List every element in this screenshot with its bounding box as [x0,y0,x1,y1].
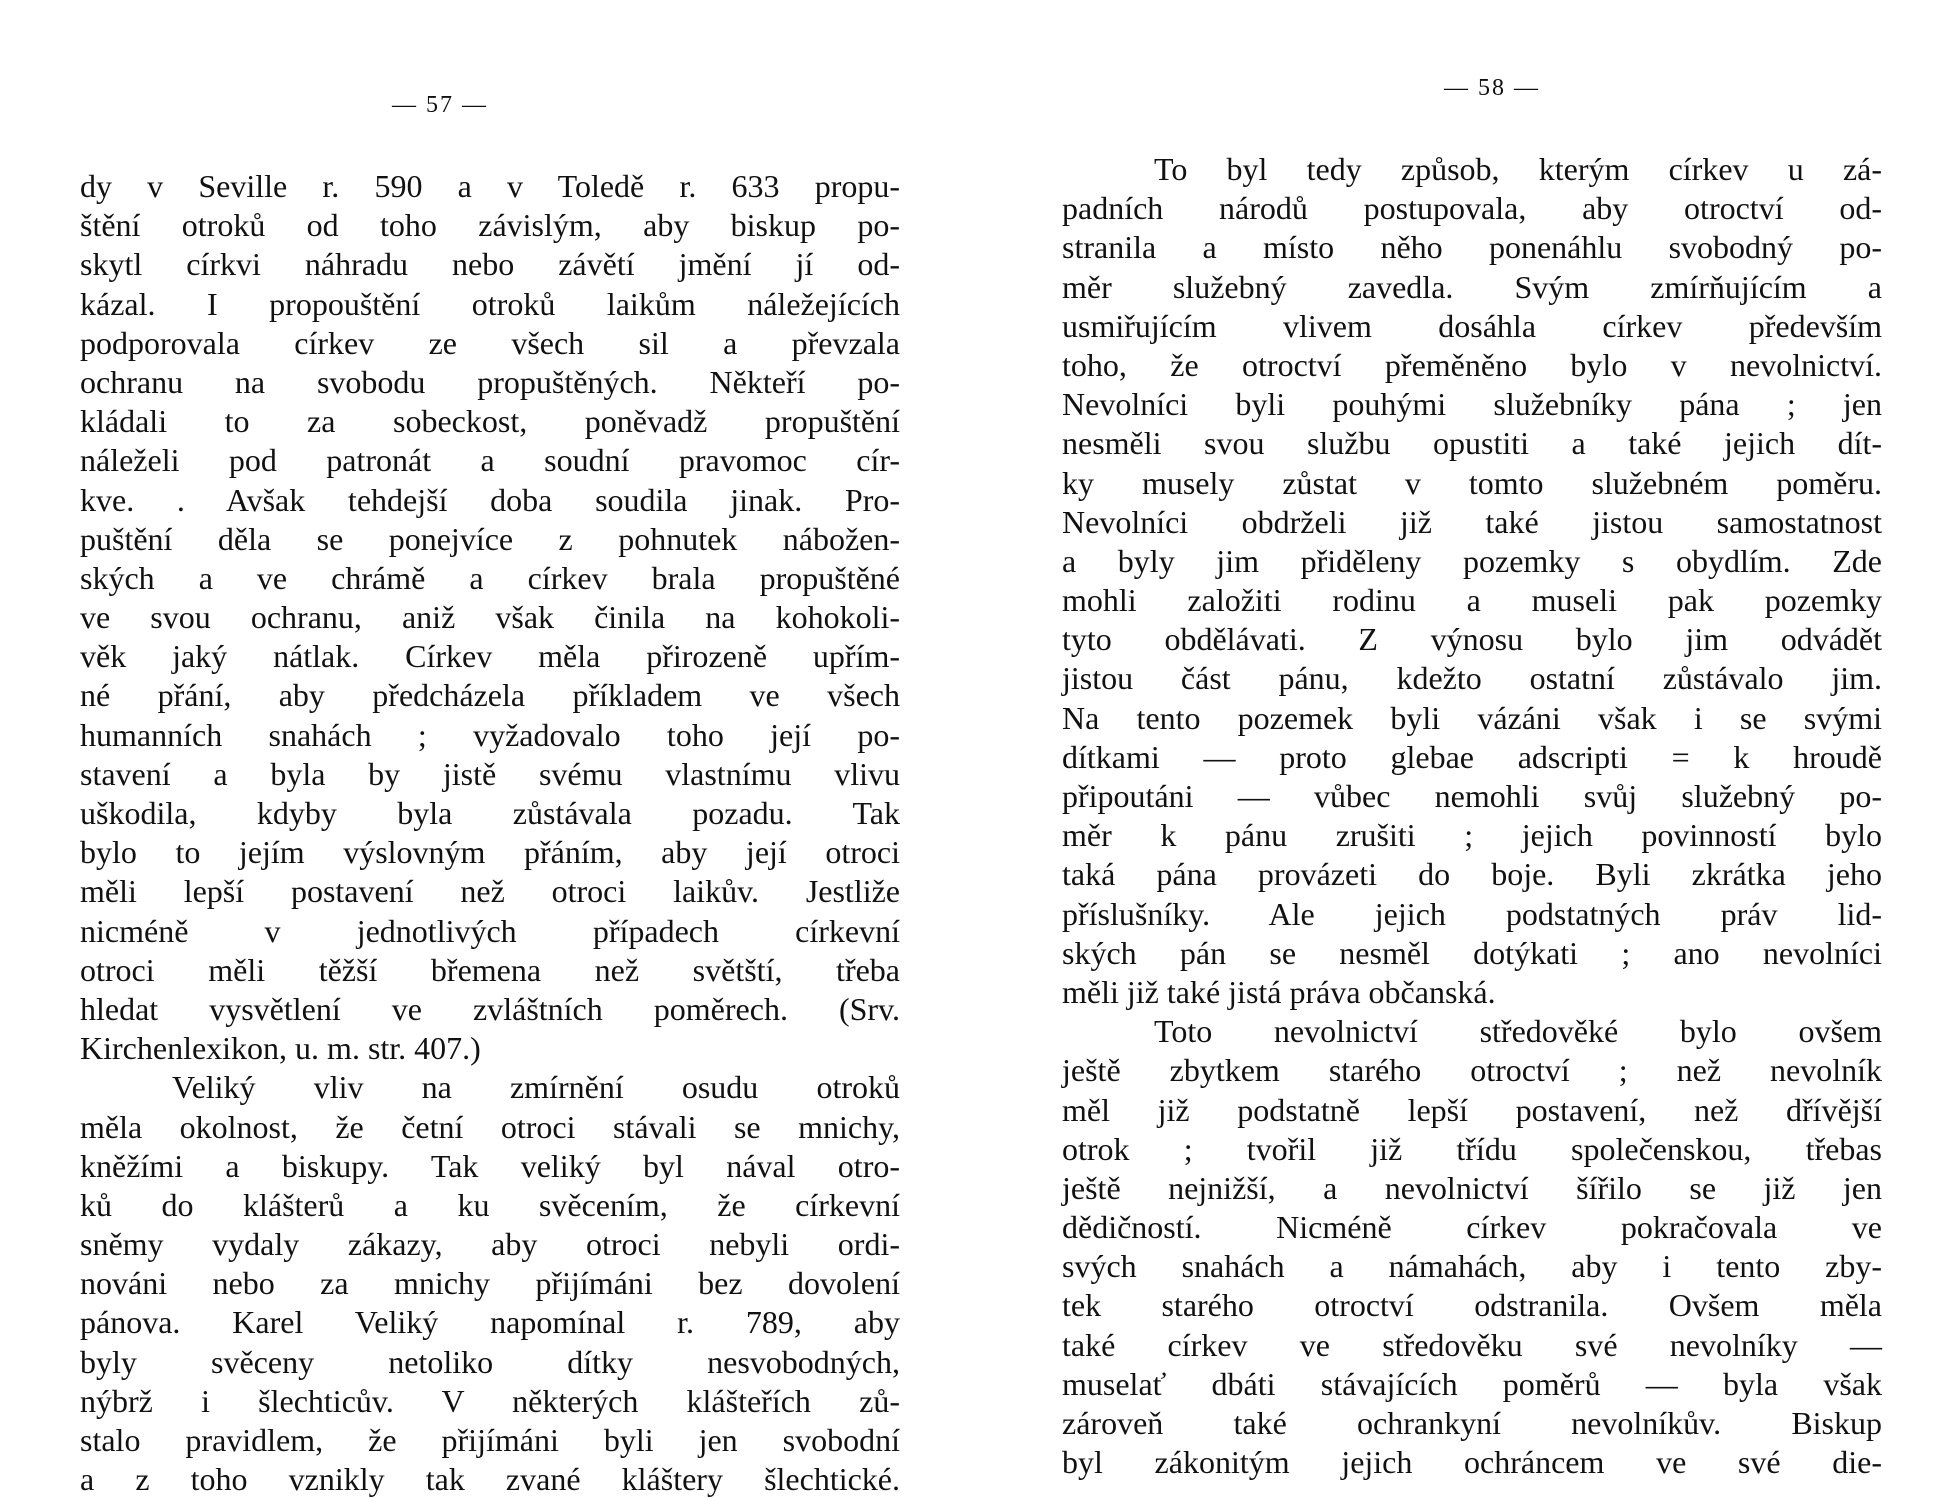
text-line: jistou část pánu, kdežto ostatní zůstávalo jim. [1062,660,1882,697]
page-number: — 58 — [1444,75,1540,101]
text-line: měli lepší postavení než otroci laikův. Jestliže [80,873,900,910]
text-line: dy v Seville r. 590 a v Toledě r. 633 propu- [80,168,900,204]
text-line: kládali to za sobeckost, poněvadž propuštění [80,403,900,440]
text-line: ještě zbytkem starého otroctví ; než nevolník [1062,1052,1882,1089]
text-line: dítkami — proto glebae adscripti = k hroudě [1062,738,1882,775]
text-line: Kirchenlexikon, u. m. str. 407.) [80,1030,481,1067]
page-text [80,167,900,1499]
text-line: toho, že otroctví přeměněno bylo v nevolnictví. [1062,346,1882,383]
text-line: tyto obdělávati. Z výnosu bylo jim odvádět [1062,621,1882,658]
text-line: tek starého otroctví odstranila. Ovšem měla [1062,1287,1882,1324]
text-line: Nevolníci obdrželi již také jistou samostatnost [1062,503,1882,540]
text-line: mohli založiti rodinu a museli pak pozemky [1062,582,1882,619]
text-line: bylo to jejím výslovným přáním, aby její otroci [80,834,900,871]
text-line: stavení a byla by jistě svému vlastnímu vlivu [80,755,900,792]
text-line: měli již také jistá práva občanská. [1062,973,1496,1010]
text-line: pánova. Karel Veliký napomínal r. 789, aby [80,1304,900,1341]
text-line: ochranu na svobodu propuštěných. Někteří po- [80,363,900,400]
text-line: příslušníky. Ale jejich podstatných práv lid- [1062,895,1882,932]
text-line: taká pána provázeti do boje. Byli zkrátka jeho [1062,856,1882,893]
text-line: měr služebný zavedla. Svým zmírňujícím a [1062,268,1882,305]
text-line: otrok ; tvořil již třídu společenskou, třebas [1062,1130,1882,1167]
text-line: náleželi pod patronát a soudní pravomoc cír- [80,442,900,479]
text-line: ků do klášterů a ku svěcením, že církevní [80,1186,900,1223]
text-line: uškodila, kdyby byla zůstávala pozadu. Tak [80,795,900,831]
text-line: ještě nejnižší, a nevolnictví šířilo se již jen [1062,1169,1882,1206]
text-line: sněmy vydaly zákazy, aby otroci nebyli ordi- [80,1226,900,1263]
text-line: ských pán se nesměl dotýkati ; ano nevolníci [1062,934,1882,971]
text-line: štění otroků od toho závislým, aby biskup po- [80,207,900,244]
page-number: — 57 — [392,92,488,118]
text-line: nýbrž i šlechticův. V některých klášteřích zů- [80,1382,900,1419]
text-line: Na tento pozemek byli vázáni však i se svými [1062,699,1882,736]
text-line: byl zákonitým jejich ochráncem ve své die- [1062,1444,1882,1481]
text-line: kázal. I propouštění otroků laikům náležejících [80,285,900,322]
text-line: měl již podstatně lepší postavení, než dřívější [1062,1091,1882,1128]
text-line: usmiřujícím vlivem dosáhla církev především [1062,307,1882,344]
text-line: ve svou ochranu, aniž však činila na kohokoli- [80,599,900,636]
text-line: zároveň také ochrankyní nevolníkův. Biskup [1062,1405,1882,1441]
text-line: Toto nevolnictví středověké bylo ovšem [1154,1013,1882,1050]
text-line: a byly jim přiděleny pozemky s obydlím. Zde [1062,542,1882,579]
text-line: né přání, aby předcházela příkladem ve všech [80,677,900,714]
text-line: ských a ve chrámě a církev brala propuštěné [80,559,900,596]
text-line: dědičností. Nicméně církev pokračovala ve [1062,1209,1882,1246]
right-page [1062,0,1882,1500]
text-line: také církev ve středověku své nevolníky — [1062,1326,1882,1363]
text-line: byly svěceny netoliko dítky nesvobodných, [80,1343,900,1380]
text-line: puštění děla se ponejvíce z pohnutek nábožen- [80,520,900,557]
text-line: věk jaký nátlak. Církev měla přirozeně upřím- [80,638,900,675]
text-line: To byl tedy způsob, kterým církev u zá- [1154,151,1882,187]
page-text [1062,150,1882,1482]
text-line: kněžími a biskupy. Tak veliký byl nával otro- [80,1147,900,1184]
text-line: stranila a místo něho ponenáhlu svobodný po- [1062,229,1882,266]
text-line: Veliký vliv na zmírnění osudu otroků [172,1069,900,1106]
text-line: nicméně v jednotlivých případech církevní [80,912,900,949]
left-page [80,0,900,1500]
text-line: měr k pánu zrušiti ; jejich povinností bylo [1062,817,1882,854]
text-line: nováni nebo za mnichy přijímáni bez dovolení [80,1265,900,1302]
text-line: svých snahách a námahách, aby i tento zby- [1062,1248,1882,1285]
text-line: připoutáni — vůbec nemohli svůj služebný po- [1062,778,1882,814]
text-line: padních národů postupovala, aby otroctví od- [1062,190,1882,227]
text-line: hledat vysvětlení ve zvláštních poměrech. (Srv. [80,990,900,1027]
text-line: nesměli svou službu opustiti a také jejich dít- [1062,425,1882,462]
text-line: a z toho vznikly tak zvané kláštery šlechtické. [80,1461,900,1498]
text-line: skytl církvi náhradu nebo závětí jmění jí od- [80,246,900,283]
text-line: podporovala církev ze všech sil a převzala [80,324,900,361]
text-line: humanních snahách ; vyžadovalo toho její po- [80,716,900,753]
text-line: otroci měli těžší břemena než světští, třeba [80,951,900,988]
text-line: ky musely zůstat v tomto služebném poměru. [1062,464,1882,501]
text-line: muselať dbáti stávajících poměrů — byla však [1062,1365,1882,1402]
text-line: kve. . Avšak tehdejší doba soudila jinak. Pro- [80,481,900,518]
text-line: Nevolníci byli pouhými služebníky pána ; jen [1062,386,1882,423]
text-line: měla okolnost, že četní otroci stávali se mnichy, [80,1108,900,1145]
text-line: stalo pravidlem, že přijímáni byli jen svobodní [80,1422,900,1458]
